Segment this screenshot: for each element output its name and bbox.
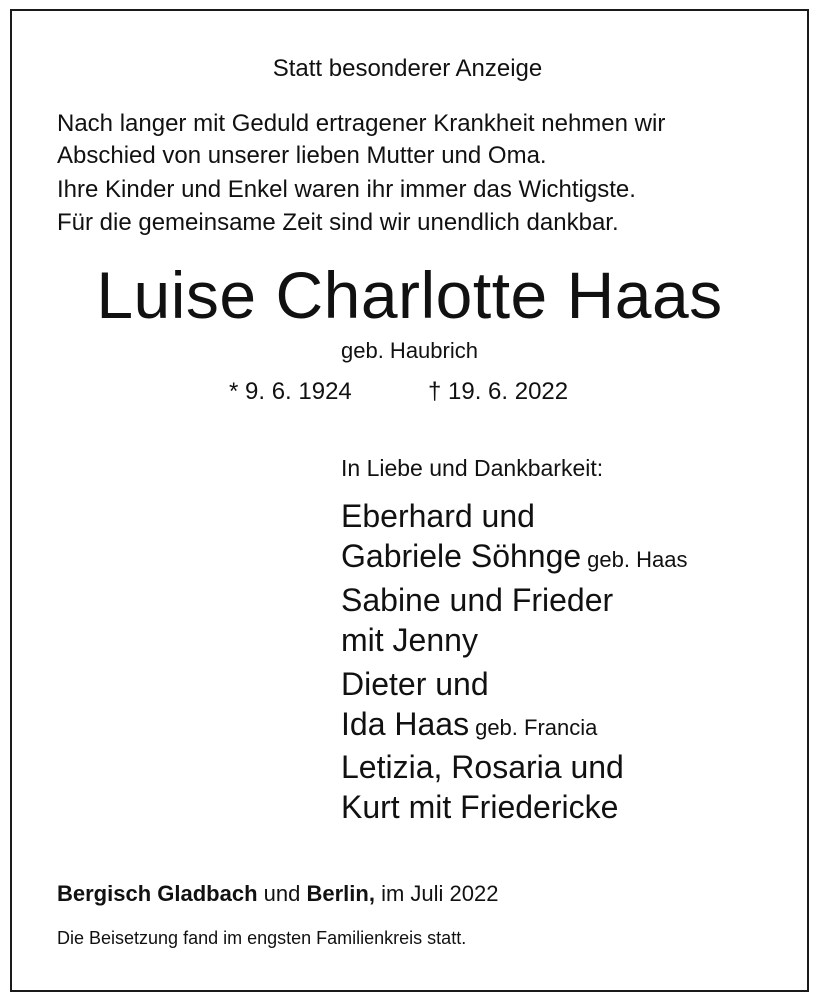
- connector: und: [263, 881, 301, 906]
- intro-line-2: Abschied von unserer lieben Mutter und Oma.: [57, 142, 547, 169]
- death-date: † 19. 6. 2022: [428, 378, 569, 405]
- intro-line-1: Nach langer mit Geduld ertragener Krankheit nehmen wir: [57, 110, 666, 137]
- birth-name: geb. Haubrich: [341, 338, 478, 363]
- family-line-1: Eberhard und: [341, 498, 535, 534]
- birth-date: * 9. 6. 1924: [229, 378, 352, 405]
- intro-line-3: Ihre Kinder und Enkel waren ihr immer das Wichtigste.: [57, 176, 636, 203]
- intro-line-4: Für die gemeinsame Zeit sind wir unendlich dankbar.: [57, 209, 619, 236]
- family-member-name: Ida Haas: [341, 706, 470, 742]
- city-2: Berlin,: [306, 881, 375, 906]
- family-member-birth-name: geb. Haas: [587, 547, 688, 572]
- deceased-name: Luise Charlotte Haas: [96, 258, 723, 332]
- family-line-5: Dieter und: [341, 666, 489, 702]
- family-line-8: Kurt mit Friedericke: [341, 789, 619, 825]
- family-line-3: Sabine und Frieder: [341, 582, 614, 618]
- family-line-4: mit Jenny: [341, 622, 478, 658]
- notice-date: im Juli 2022: [381, 881, 499, 906]
- family-line-2: [341, 536, 687, 580]
- place-date-line: [57, 881, 498, 907]
- funeral-note: Die Beisetzung fand im engsten Familienkreis statt.: [57, 928, 467, 948]
- notice-heading: Statt besonderer Anzeige: [272, 55, 543, 82]
- family-member-name: Gabriele Söhnge: [341, 538, 582, 574]
- family-member-birth-name: geb. Francia: [475, 715, 598, 740]
- thanks-line: In Liebe und Dankbarkeit:: [341, 455, 604, 481]
- family-line-6: [341, 704, 597, 748]
- family-line-7: Letizia, Rosaria und: [341, 749, 624, 785]
- city-1: Bergisch Gladbach: [57, 881, 258, 906]
